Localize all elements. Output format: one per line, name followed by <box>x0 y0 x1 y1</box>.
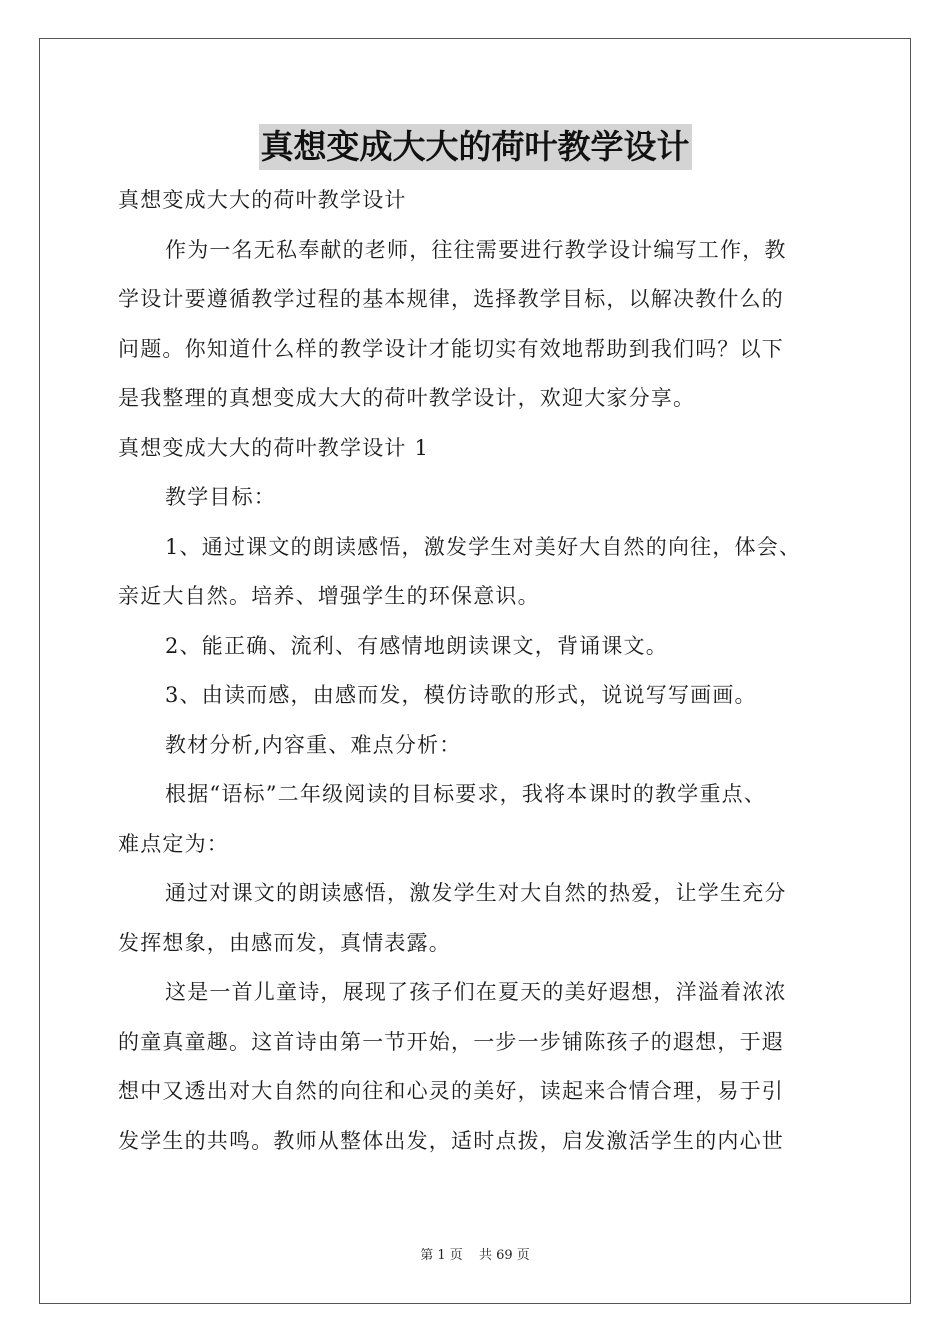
text-line: 发学生的共鸣。教师从整体出发，适时点拨，启发激活学生的内心世 <box>118 1128 784 1153</box>
text-line: 难点定为： <box>118 831 229 856</box>
text-line: 作为一名无私奉献的老师，往往需要进行教学设计编写工作，教 <box>165 237 787 262</box>
page-footer <box>0 1244 950 1263</box>
title-container <box>0 124 950 170</box>
document-title: 真想变成大大的荷叶教学设计 <box>259 124 692 170</box>
text-line: 真想变成大大的荷叶教学设计 <box>118 188 407 212</box>
text-line: 1、通过课文的朗读感悟，激发学生对美好大自然的向往，体会、 <box>165 534 802 559</box>
text-line: 教学目标： <box>165 485 276 509</box>
text-line: 这是一首儿童诗，展现了孩子们在夏天的美好遐想，洋溢着浓浓 <box>165 980 787 1004</box>
text-line: 想中又透出对大自然的向往和心灵的美好，读起来合情合理，易于引 <box>118 1079 784 1103</box>
text-line: 2、能正确、流利、有感情地朗读课文，背诵课文。 <box>165 633 668 658</box>
text-line: 的童真童趣。这首诗由第一节开始，一步一步铺陈孩子的遐想，于遐 <box>118 1029 784 1054</box>
document-body <box>118 180 840 1170</box>
text-line: 是我整理的真想变成大大的荷叶教学设计，欢迎大家分享。 <box>118 386 696 410</box>
text-line: 发挥想象，由感而发，真情表露。 <box>118 930 451 955</box>
text-line: 通过对课文的朗读感悟，激发学生对大自然的热爱，让学生充分 <box>165 881 787 905</box>
page-total: 共 69 页 <box>478 1248 530 1263</box>
text-line: 教材分析,内容重、难点分析： <box>165 732 462 757</box>
text-line: 3、由读而感，由感而发，模仿诗歌的形式，说说写写画画。 <box>165 683 757 707</box>
text-line: 根据“语标”二年级阅读的目标要求，我将本课时的教学重点、 <box>165 782 767 806</box>
text-line: 问题。你知道什么样的教学设计才能切实有效地帮助到我们吗？以下 <box>118 336 784 361</box>
page-number: 第 1 页 <box>420 1248 463 1263</box>
text-line: 学设计要遵循教学过程的基本规律，选择教学目标，以解决教什么的 <box>118 287 784 311</box>
text-line: 真想变成大大的荷叶教学设计 1 <box>118 435 430 460</box>
text-line: 亲近大自然。培养、增强学生的环保意识。 <box>118 584 540 608</box>
